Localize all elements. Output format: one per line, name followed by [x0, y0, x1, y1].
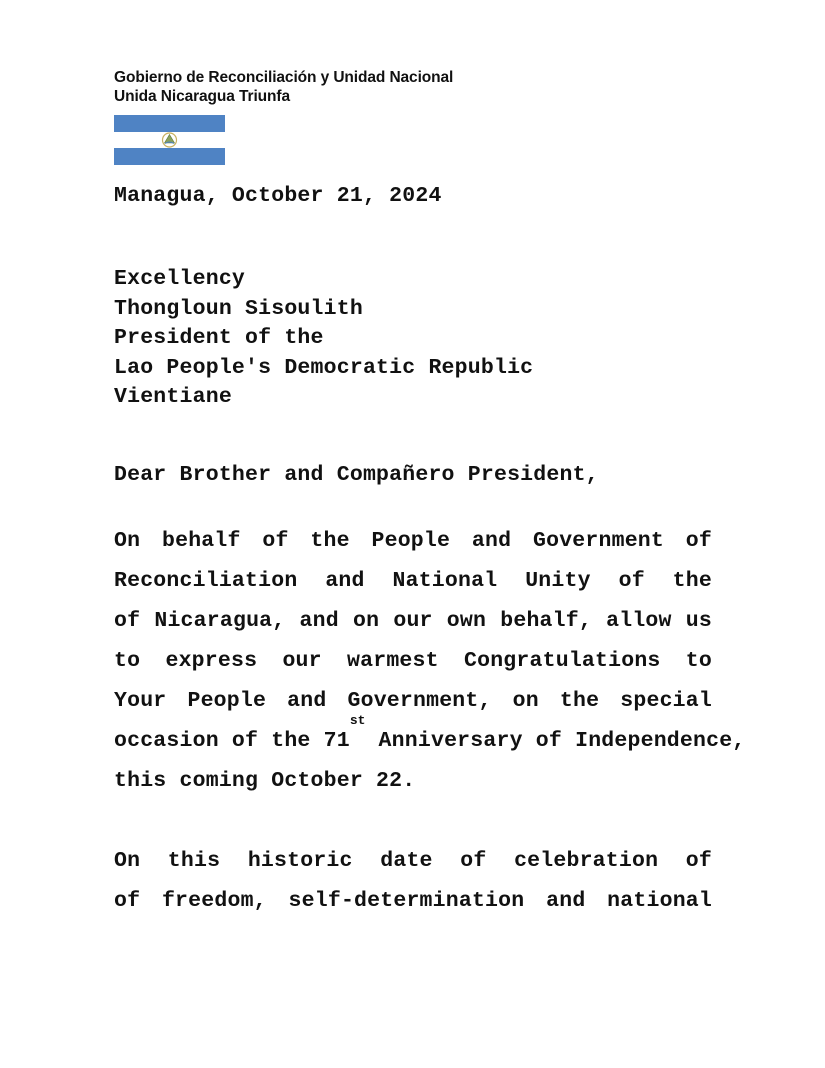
body-paragraph-2	[114, 841, 712, 921]
recipient-address	[114, 265, 533, 413]
anniversary-text-after: Anniversary of Independence,	[365, 729, 746, 753]
recipient-name: Thongloun Sisoulith	[114, 296, 363, 321]
paragraph-line-anniversary	[114, 713, 746, 761]
recipient-title-line-2: Lao People's Democratic Republic	[114, 355, 534, 380]
letterhead	[114, 68, 453, 106]
recipient-city: Vientiane	[114, 385, 232, 409]
paragraph-line: Your People and Government, on the special	[114, 689, 712, 713]
paragraph-line: On this historic date of celebration of	[114, 849, 712, 873]
recipient-title-line-1: President of the	[114, 326, 324, 350]
letterhead-slogan: Unida Nicaragua Triunfa	[114, 88, 290, 105]
recipient-honorific: Excellency	[114, 267, 246, 291]
paragraph-line: of freedom, self-determination and national	[114, 889, 712, 913]
paragraph-line: to express our warmest Congratulations to	[114, 649, 712, 673]
paragraph-line: this coming October 22.	[114, 769, 416, 793]
letter-date: Managua, October 21, 2024	[114, 184, 442, 208]
ordinal-suffix: st	[349, 713, 366, 728]
paragraph-line: On behalf of the People and Government of	[114, 529, 712, 553]
paragraph-line: of Nicaragua, and on our own behalf, allow us	[114, 609, 712, 633]
body-paragraph-1	[114, 521, 746, 801]
letterhead-government-name: Gobierno de Reconciliación y Unidad Nacional	[114, 69, 454, 86]
anniversary-text-before: occasion of the 71	[114, 729, 350, 753]
nicaragua-flag-icon	[114, 115, 225, 165]
salutation: Dear Brother and Compañero President,	[114, 463, 599, 487]
paragraph-line: Reconciliation and National Unity of the	[114, 569, 712, 593]
